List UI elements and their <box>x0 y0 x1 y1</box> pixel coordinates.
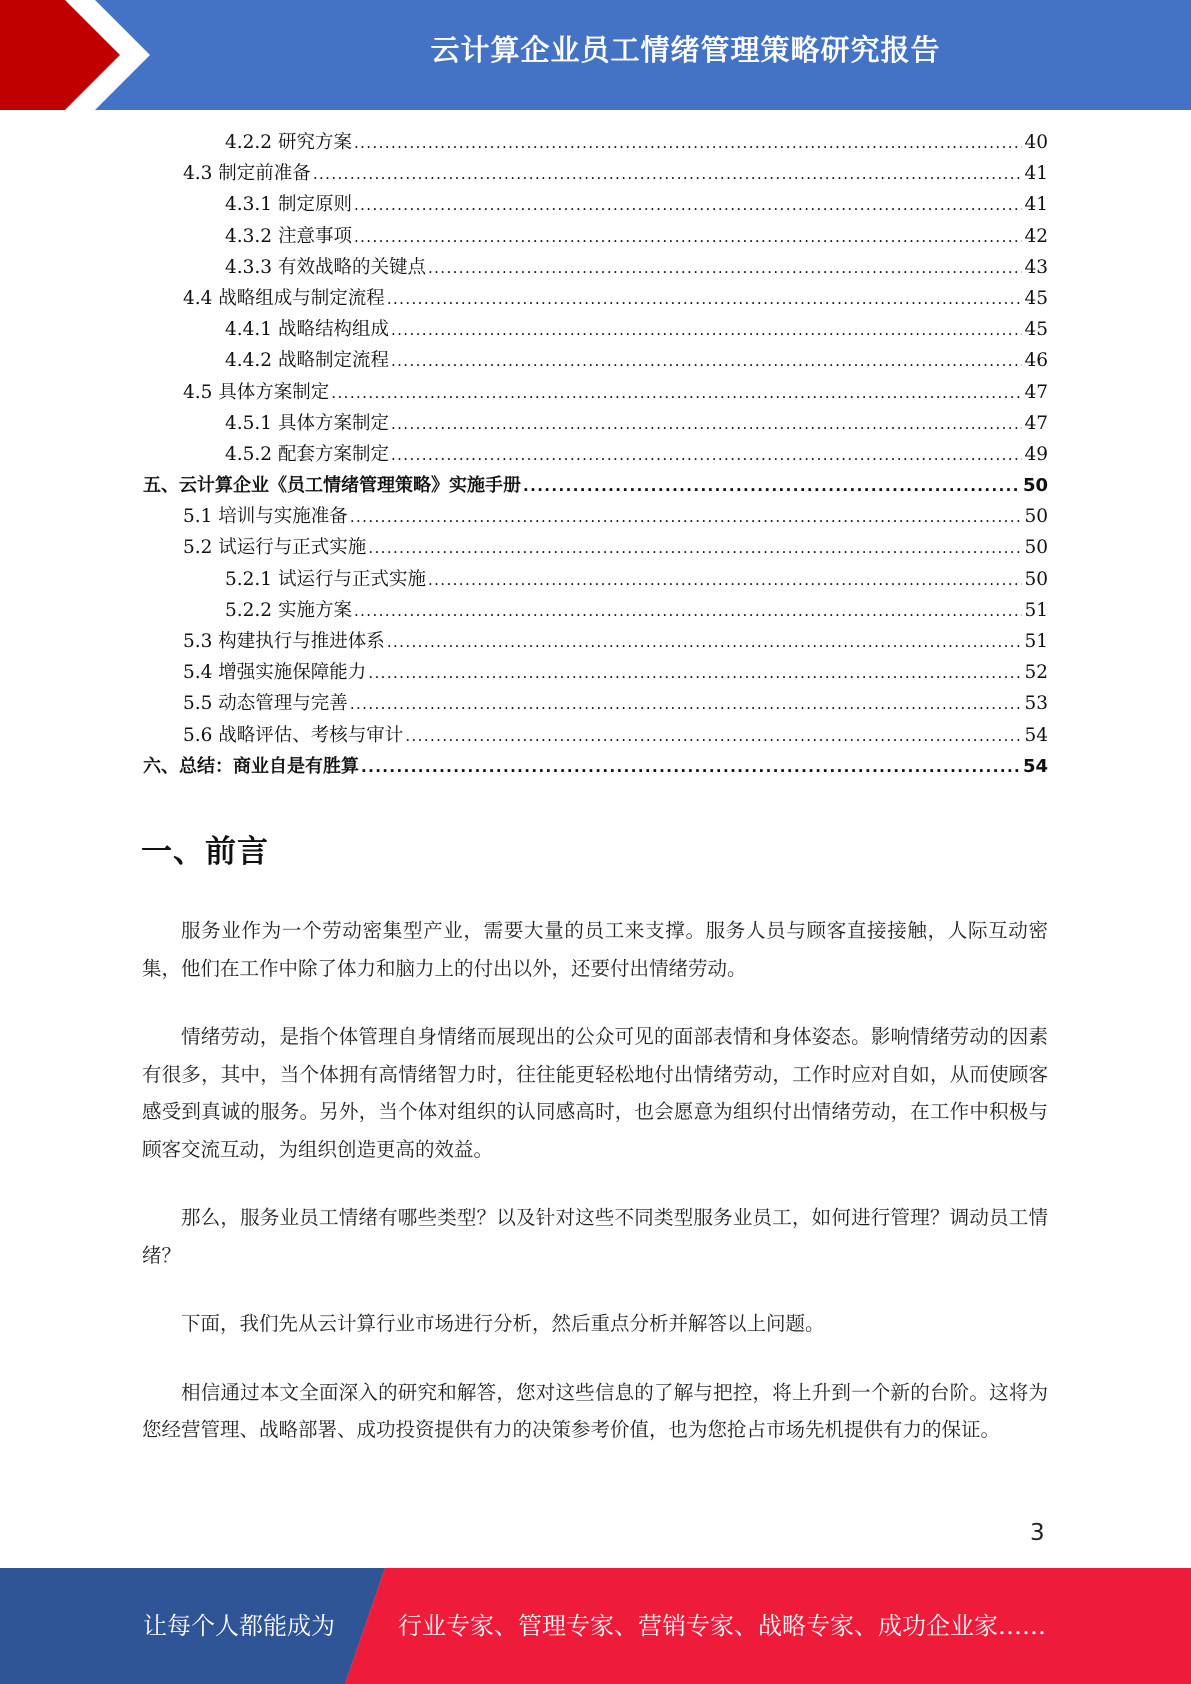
toc-entry-page: 42 <box>1024 225 1048 247</box>
toc-dot-leader <box>387 633 1023 651</box>
body-paragraph: 服务业作为一个劳动密集型产业，需要大量的员工来支撑。服务人员与顾客直接接触，人际互动密集，他们在工作中除了体力和脑力上的付出以外，还要付出情绪劳动。 <box>142 919 1048 980</box>
body-paragraph: 下面，我们先从云计算行业市场进行分析，然后重点分析并解答以上问题。 <box>181 1312 825 1335</box>
toc-entry[interactable] <box>143 502 1048 533</box>
toc-dot-leader <box>354 196 1023 214</box>
toc-dot-leader <box>368 664 1022 682</box>
toc-entry-label: 5.2.1 试运行与正式实施 <box>225 568 426 590</box>
toc-entry-page: 50 <box>1024 537 1048 559</box>
toc-entry-label: 4.4.2 战略制定流程 <box>225 350 389 372</box>
toc-dot-leader <box>331 384 1022 402</box>
page-number: 3 <box>1030 1520 1045 1546</box>
toc-entry[interactable] <box>143 222 1048 253</box>
toc-entry[interactable] <box>143 471 1048 502</box>
report-title: 云计算企业员工情绪管理策略研究报告 <box>430 33 941 67</box>
footer-slogan-left: 让每个人都能成为 <box>143 1612 335 1640</box>
toc-entry-label: 4.3 制定前准备 <box>183 163 311 185</box>
toc-entry-page: 45 <box>1024 287 1048 309</box>
toc-dot-leader <box>350 695 1023 713</box>
toc-dot-leader <box>391 415 1022 433</box>
toc-dot-leader <box>405 727 1022 745</box>
toc-entry-page: 47 <box>1024 412 1048 434</box>
toc-entry[interactable] <box>143 346 1048 377</box>
toc-entry[interactable] <box>143 159 1048 190</box>
toc-entry-label: 5.1 培训与实施准备 <box>183 506 348 528</box>
toc-dot-leader <box>368 539 1022 557</box>
toc-entry-page: 52 <box>1024 662 1048 684</box>
toc-entry-page: 43 <box>1024 256 1048 278</box>
toc-dot-leader <box>361 758 1021 776</box>
toc-dot-leader <box>428 259 1022 277</box>
toc-entry[interactable] <box>143 440 1048 471</box>
toc-entry[interactable] <box>143 596 1048 627</box>
toc-dot-leader <box>350 508 1023 526</box>
toc-dot-leader <box>354 602 1023 620</box>
toc-dot-leader <box>428 571 1022 589</box>
toc-entry-label: 4.3.3 有效战略的关键点 <box>225 256 426 278</box>
toc-entry-page: 49 <box>1024 443 1048 465</box>
toc-entry[interactable] <box>143 378 1048 409</box>
toc-entry[interactable] <box>143 190 1048 221</box>
toc-entry-label: 5.2 试运行与正式实施 <box>183 537 367 559</box>
toc-dot-leader <box>313 165 1023 183</box>
body-paragraph: 那么，服务业员工情绪有哪些类型？以及针对这些不同类型服务业员工，如何进行管理？调动员工情绪？ <box>142 1206 1048 1267</box>
toc-entry[interactable] <box>143 128 1048 159</box>
toc-entry[interactable] <box>143 284 1048 315</box>
toc-dot-leader <box>391 321 1022 339</box>
toc-entry-label: 4.4 战略组成与制定流程 <box>183 287 385 309</box>
toc-entry-page: 45 <box>1024 319 1048 341</box>
toc-entry[interactable] <box>143 752 1048 783</box>
toc-entry-page: 50 <box>1024 506 1048 528</box>
toc-dot-leader <box>387 290 1023 308</box>
toc-entry[interactable] <box>143 689 1048 720</box>
toc-entry-page: 54 <box>1022 755 1048 777</box>
toc-entry-page: 51 <box>1024 599 1048 621</box>
toc-entry-page: 51 <box>1024 631 1048 652</box>
footer-band <box>0 1568 1191 1684</box>
toc-entry[interactable] <box>143 315 1048 346</box>
toc-entry-page: 40 <box>1024 132 1048 153</box>
toc-entry-label: 4.5.2 配套方案制定 <box>225 443 389 465</box>
toc-dot-leader <box>523 477 1021 495</box>
toc-entry-page: 46 <box>1024 350 1048 372</box>
toc-dot-leader <box>391 352 1022 370</box>
toc-dot-leader <box>391 446 1022 464</box>
toc-entry-label: 五、云计算企业《员工情绪管理策略》实施手册 <box>143 475 521 497</box>
toc-entry[interactable] <box>143 409 1048 440</box>
toc-entry-label: 4.5 具体方案制定 <box>183 381 330 403</box>
toc-entry-label: 5.4 增强实施保障能力 <box>183 662 367 684</box>
toc-entry-label: 5.3 构建执行与推进体系 <box>183 631 385 652</box>
footer-slogan-right: 行业专家、管理专家、营销专家、战略专家、成功企业家…… <box>398 1612 1046 1640</box>
toc-entry-label: 六、总结：商业自是有胜算 <box>143 755 359 777</box>
toc-entry-label: 5.5 动态管理与完善 <box>183 693 348 715</box>
toc-entry-label: 4.4.1 战略结构组成 <box>225 319 389 341</box>
toc-entry-label: 4.5.1 具体方案制定 <box>225 412 389 434</box>
toc-entry-page: 50 <box>1022 475 1048 497</box>
toc-entry[interactable] <box>143 253 1048 284</box>
body-paragraph: 情绪劳动，是指个体管理自身情绪而展现出的公众可见的面部表情和身体姿态。影响情绪劳动的因素有很多，其中，当个体拥有高情绪智力时，往往能更轻松地付出情绪劳动，工作时应对自如，从而使顾客感受到真诚的服务。另外，当个体对组织的认同感高时，也会愿意为组织付出情绪劳动，在工作中积极与顾客交流互动，为组织创造更高的效益。 <box>142 1025 1048 1161</box>
toc-entry-label: 4.3.2 注意事项 <box>225 225 352 247</box>
toc-dot-leader <box>354 228 1023 246</box>
toc-entry-label: 4.2.2 研究方案 <box>225 132 352 153</box>
body-paragraph: 相信通过本文全面深入的研究和解答，您对这些信息的了解与把控，将上升到一个新的台阶。这将为您经营管理、战略部署、成功投资提供有力的决策参考价值，也为您抢占市场先机提供有力的保证。 <box>142 1380 1048 1441</box>
toc-entry-page: 41 <box>1024 163 1048 185</box>
header-band <box>0 0 1191 110</box>
toc-entry-page: 41 <box>1024 194 1048 216</box>
toc-entry-page: 53 <box>1024 693 1048 715</box>
toc-entry[interactable] <box>143 627 1048 658</box>
toc-entry-page: 47 <box>1024 381 1048 403</box>
toc-entry-label: 5.2.2 实施方案 <box>225 599 352 621</box>
section-heading: 一、前言 <box>141 834 269 870</box>
toc-entry[interactable] <box>143 565 1048 596</box>
toc-entry[interactable] <box>143 533 1048 564</box>
table-of-contents <box>143 128 1048 783</box>
toc-entry-page: 54 <box>1024 724 1048 746</box>
toc-entry-page: 50 <box>1024 568 1048 590</box>
toc-entry-label: 4.3.1 制定原则 <box>225 194 352 216</box>
toc-dot-leader <box>354 134 1023 152</box>
body-text <box>142 912 1048 1480</box>
toc-entry-label: 5.6 战略评估、考核与审计 <box>183 724 404 746</box>
toc-entry[interactable] <box>143 721 1048 752</box>
toc-entry[interactable] <box>143 658 1048 689</box>
